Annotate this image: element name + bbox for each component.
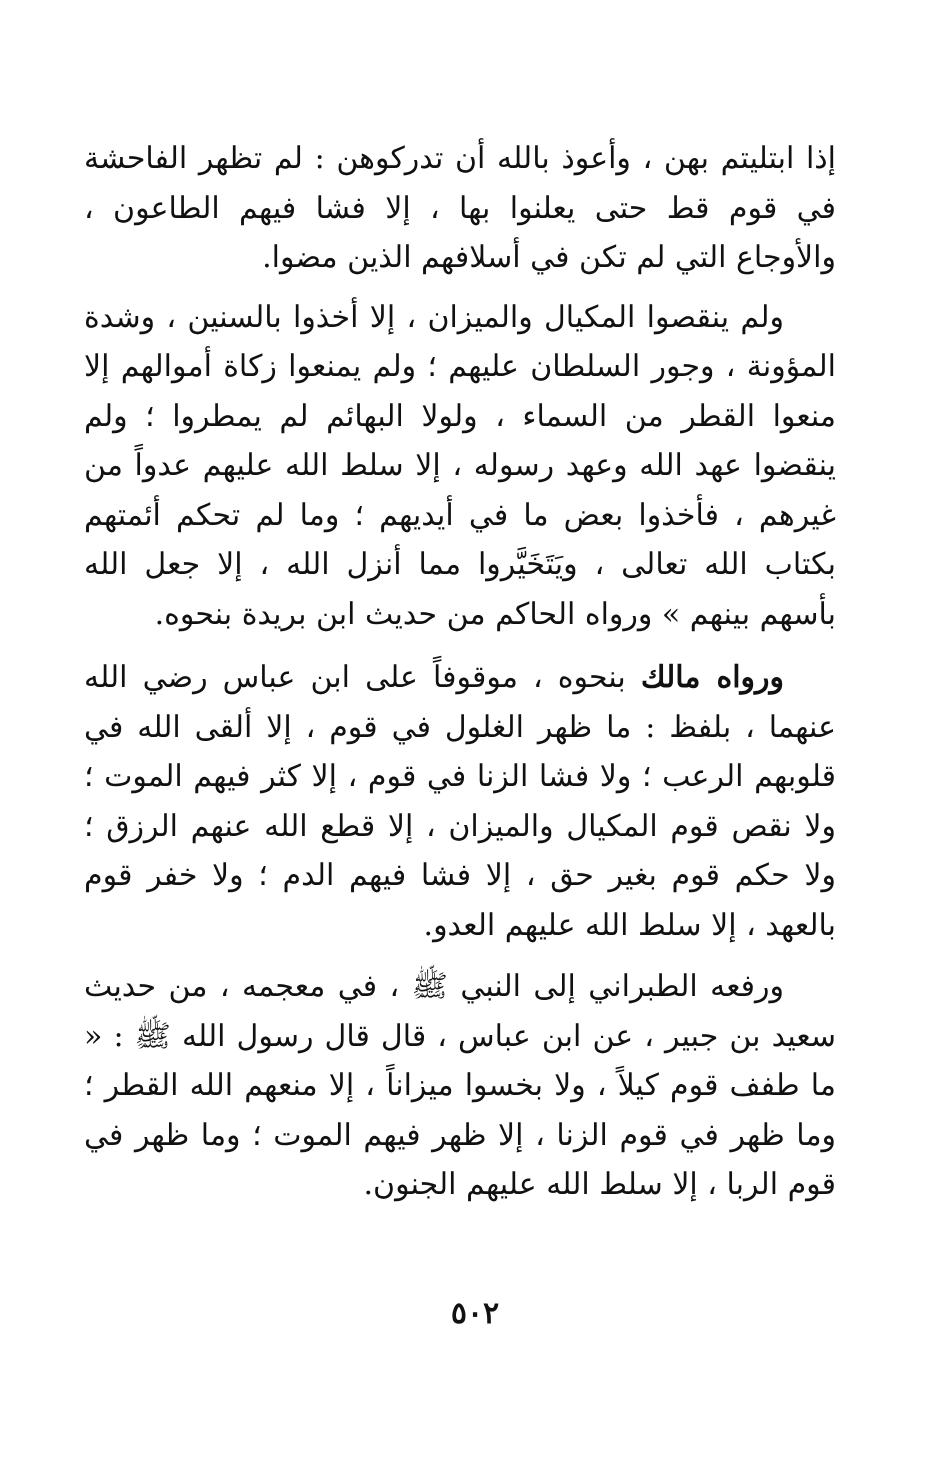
paragraph-3 — [84, 653, 836, 950]
paragraph-4: ورفعه الطبراني إلى النبي ﷺ ، في معجمه ، من حديث سعيد بن جبير ، عن ابن عباس ، قال قال رسول الله ﷺ : « ما طفف قوم كيلاً ، ولا بخسوا ميزاناً ، إلا منعهم الله القطر ؛ وما ظهر في قوم الزنا ، إلا ظهر فيهم الموت ؛ وما ظهر في قوم الربا ، إلا سلط الله عليهم الجنون. — [84, 969, 836, 1202]
paragraph-3-lead: ورواه مالك — [640, 660, 785, 695]
page-body — [84, 134, 836, 1210]
paragraph-2: ولم ينقصوا المكيال والميزان ، إلا أخذوا بالسنين ، وشدة المؤونة ، وجور السلطان عليهم ؛ ولم يمنعوا زكاة أموالهم إلا منعوا القطر من السماء ، ولولا البهائم لم يمطروا ؛ ولم ينقضوا عهد الله وعهد رسوله ، إلا سلط الله عليهم عدواً من غيرهم ، فأخذوا بعض ما في أيديهم ؛ وما لم تحكم أئمتهم بكتاب الله تعالى ، ويَتَخَيَّروا مما أنزل الله ، إلا جعل الله بأسهم بينهم » ورواه الحاكم من حديث ابن بريدة بنحوه. — [84, 299, 836, 632]
paragraph-1: إذا ابتليتم بهن ، وأعوذ بالله أن تدركوهن : لم تظهر الفاحشة في قوم قط حتى يعلنوا بها ، إلا فشا فيهم الطاعون ، والأوجاع التي لم تكن في أسلافهم الذين مضوا. — [84, 141, 836, 275]
page-number: ٥٠٢ — [450, 1296, 500, 1331]
paragraph-3-text: بنحوه ، موقوفاً على ابن عباس رضي الله عنهما ، بلفظ : ما ظهر الغلول في قوم ، إلا ألقى الله في قلوبهم الرعب ؛ ولا فشا الزنا في قوم ، إلا كثر فيهم الموت ؛ ولا نقص قوم المكيال والميزان ، إلا قطع الله عنهم الرزق ؛ ولا حكم قوم بغير حق ، إلا فشا فيهم الدم ؛ ولا خفر قوم بالعهد ، إلا سلط الله عليهم العدو. — [84, 660, 836, 943]
